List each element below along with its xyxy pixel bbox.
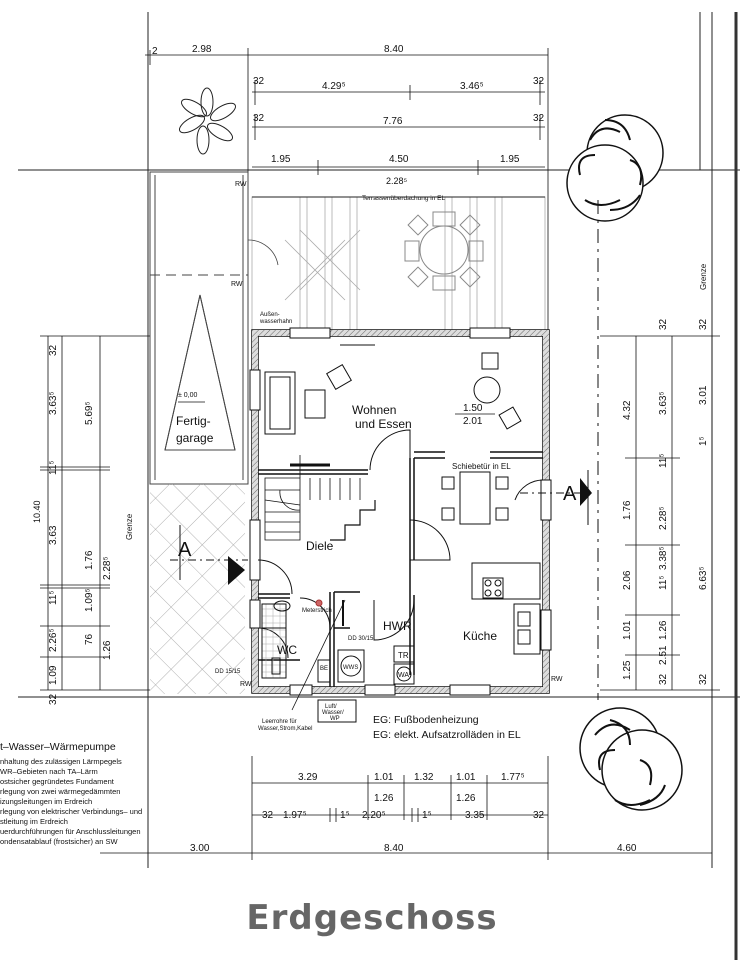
- tr-label: TR: [398, 651, 409, 660]
- grenze-right: Grenze: [699, 263, 708, 290]
- dim-label: 1.26: [102, 640, 113, 660]
- dim-label: 11⁵: [658, 575, 669, 590]
- dim-label: 1.09⁵: [84, 588, 95, 612]
- dim-label: 11⁵: [48, 590, 59, 605]
- notes-heading: t–Wasser–Wärmepumpe: [0, 741, 116, 753]
- garage-level: ± 0,00: [178, 392, 198, 399]
- dim-label: 1.95: [271, 154, 291, 165]
- dim-label: 2.06: [622, 570, 633, 590]
- opening-height: 2.01: [463, 416, 483, 427]
- note-line: stleitung im Erdreich: [0, 817, 68, 826]
- room-wc: WC: [277, 643, 297, 657]
- note-line: rlegung von elektrischer Verbindungs– und: [0, 807, 143, 816]
- dd30-label: DD 30/15: [348, 636, 374, 642]
- dim-label: 32: [533, 76, 545, 87]
- be-label: BE: [320, 666, 329, 672]
- terrace-roof-label: Terrassenüberdachung in EL: [362, 195, 446, 202]
- grenze-left: Grenze: [125, 513, 134, 540]
- dim-label: 11⁵: [658, 453, 669, 468]
- legend-line: EG: elekt. Aufsatzrolläden in EL: [373, 729, 521, 741]
- rw-label: RW: [231, 281, 243, 288]
- note-line: rlegung von zwei wärmegedämmten: [0, 787, 121, 796]
- dim-label: 4.29⁵: [322, 81, 346, 92]
- dim-label: 3.00: [190, 843, 210, 854]
- dim-label: 1.95: [500, 154, 520, 165]
- dim-label: 32: [533, 810, 545, 821]
- dim-label: 3.46⁵: [460, 81, 484, 92]
- dd15-label: DD 15/15: [215, 669, 241, 675]
- note-line: WR–Gebieten nach TA–Lärm: [0, 767, 98, 776]
- roof-width-label: 2.28⁵: [386, 176, 408, 186]
- legend: [373, 713, 521, 743]
- dim-label: 4.60: [617, 843, 637, 854]
- dim-label: 2: [152, 46, 158, 57]
- rw-label: RW: [235, 181, 247, 188]
- note-line: ostsicher gegründetes Fundament: [0, 777, 114, 786]
- dim-label: 1.77⁵: [501, 772, 525, 783]
- dim-label: 2.51: [658, 645, 669, 665]
- sliding-door-label: Schiebetür in EL: [452, 462, 511, 471]
- dim-label: 1.01: [456, 772, 476, 783]
- dim-label: 1⁵: [340, 810, 350, 821]
- heat-pump-label-2: Wasser/: [322, 710, 344, 716]
- section-mark: A: [178, 539, 192, 561]
- note-line: nhaltung des zulässigen Lärmpegels: [0, 757, 122, 766]
- dim-label: 32: [262, 810, 274, 821]
- dim-label: 1.32: [414, 772, 434, 783]
- room-diele: Diele: [306, 539, 334, 553]
- dim-label: 1.26: [374, 793, 394, 804]
- garage-label-1: Fertig-: [176, 414, 211, 428]
- dim-label: 1.09: [48, 665, 59, 685]
- dim-label: 1.01: [622, 620, 633, 640]
- dim-label: 3.29: [298, 772, 318, 783]
- dim-label: 3.63⁵: [48, 391, 59, 415]
- dim-label: 11⁵: [48, 460, 59, 475]
- right-dim-labels: [622, 318, 709, 685]
- dim-label: 2.20⁵: [362, 810, 386, 821]
- dim-label: 32: [698, 673, 709, 685]
- dim-label: 32: [253, 76, 265, 87]
- room-wohnen-1: Wohnen: [352, 403, 397, 417]
- dim-label: 32: [658, 673, 669, 685]
- heat-pump-notes: [0, 740, 142, 847]
- meterstrich-label: Meterstrich: [302, 608, 332, 614]
- dim-label: 2.28⁵: [658, 506, 669, 530]
- dim-label: 6.63⁵: [698, 566, 709, 590]
- dim-label: 3.01: [698, 385, 709, 405]
- left-dim-labels: [32, 344, 113, 705]
- dim-label: 1.26: [456, 793, 476, 804]
- dim-label: 3.38⁵: [658, 546, 669, 570]
- dim-label: 32: [533, 113, 545, 124]
- water-tap-label-1: Außen-: [260, 312, 280, 318]
- legend-line: EG: Fußbodenheizung: [373, 714, 479, 726]
- dim-label: 5.69⁵: [84, 401, 95, 425]
- dim-label: 3.63⁵: [658, 391, 669, 415]
- dim-label: 32: [253, 113, 265, 124]
- top-dimensions: [145, 48, 548, 330]
- conduit-label-1: Leerrohre für: [262, 719, 297, 725]
- room-kueche: Küche: [463, 629, 498, 643]
- dim-label: 2.98: [192, 44, 212, 55]
- wws-label: WWS: [343, 665, 359, 671]
- dim-label: 1⁵: [698, 436, 709, 446]
- terrace-table: [405, 212, 483, 290]
- conduit-label-2: Wasser,Strom,Kabel: [258, 726, 313, 732]
- note-line: izungsleitungen im Erdreich: [0, 797, 93, 806]
- heat-pump-label-1: Luft/: [325, 704, 337, 710]
- dim-label: 32: [48, 344, 59, 356]
- dim-label: 4.32: [622, 400, 633, 420]
- room-hwr: HWR: [383, 619, 412, 633]
- note-line: uerdurchführungen für Anschlussleitungen: [0, 827, 141, 836]
- dim-label: 32: [698, 318, 709, 330]
- dim-label: 1.25: [622, 660, 633, 680]
- section-mark: A: [563, 483, 577, 505]
- rw-label: RW: [240, 681, 252, 688]
- garage-label-2: garage: [176, 431, 214, 445]
- dim-label: 32: [48, 693, 59, 705]
- hatched-area: [150, 484, 245, 694]
- dim-label: 1.97⁵: [283, 810, 307, 821]
- dim-label: 8.40: [384, 843, 404, 854]
- dim-label: 2.28⁵: [102, 556, 113, 580]
- dim-label: 10.40: [32, 500, 42, 523]
- dim-label: 1.76: [84, 550, 95, 570]
- room-wohnen-2: und Essen: [355, 417, 412, 431]
- heat-pump-label-3: WP: [330, 716, 340, 722]
- opening-width: 1.50: [463, 403, 483, 414]
- dim-label: 1.76: [622, 500, 633, 520]
- dim-label: 3.35: [465, 810, 485, 821]
- wa-label: WA: [398, 672, 410, 679]
- dim-label: 1⁵: [422, 810, 432, 821]
- rw-label: RW: [551, 676, 563, 683]
- terrace-roof: [252, 195, 545, 330]
- dim-label: 3.63: [48, 525, 59, 545]
- dim-label: 8.40: [384, 44, 404, 55]
- dim-label: 7.76: [383, 116, 403, 127]
- dim-label: 1.26: [658, 620, 669, 640]
- drawing-title: Erdgeschoss: [246, 898, 498, 938]
- water-tap-label-2: wasserhahn: [260, 319, 293, 325]
- tree-top-right: [567, 115, 663, 221]
- dim-label: 1.01: [374, 772, 394, 783]
- dim-label: 4.50: [389, 154, 409, 165]
- flower-decoration: [177, 88, 238, 154]
- bottom-dim-labels: [190, 772, 637, 854]
- dim-label: 76: [84, 633, 95, 645]
- tree-bottom-right: [580, 708, 682, 810]
- dim-label: 32: [658, 318, 669, 330]
- dim-label: 2.26⁵: [48, 628, 59, 652]
- note-line: ondensatablauf (frostsicher) an SW: [0, 837, 118, 846]
